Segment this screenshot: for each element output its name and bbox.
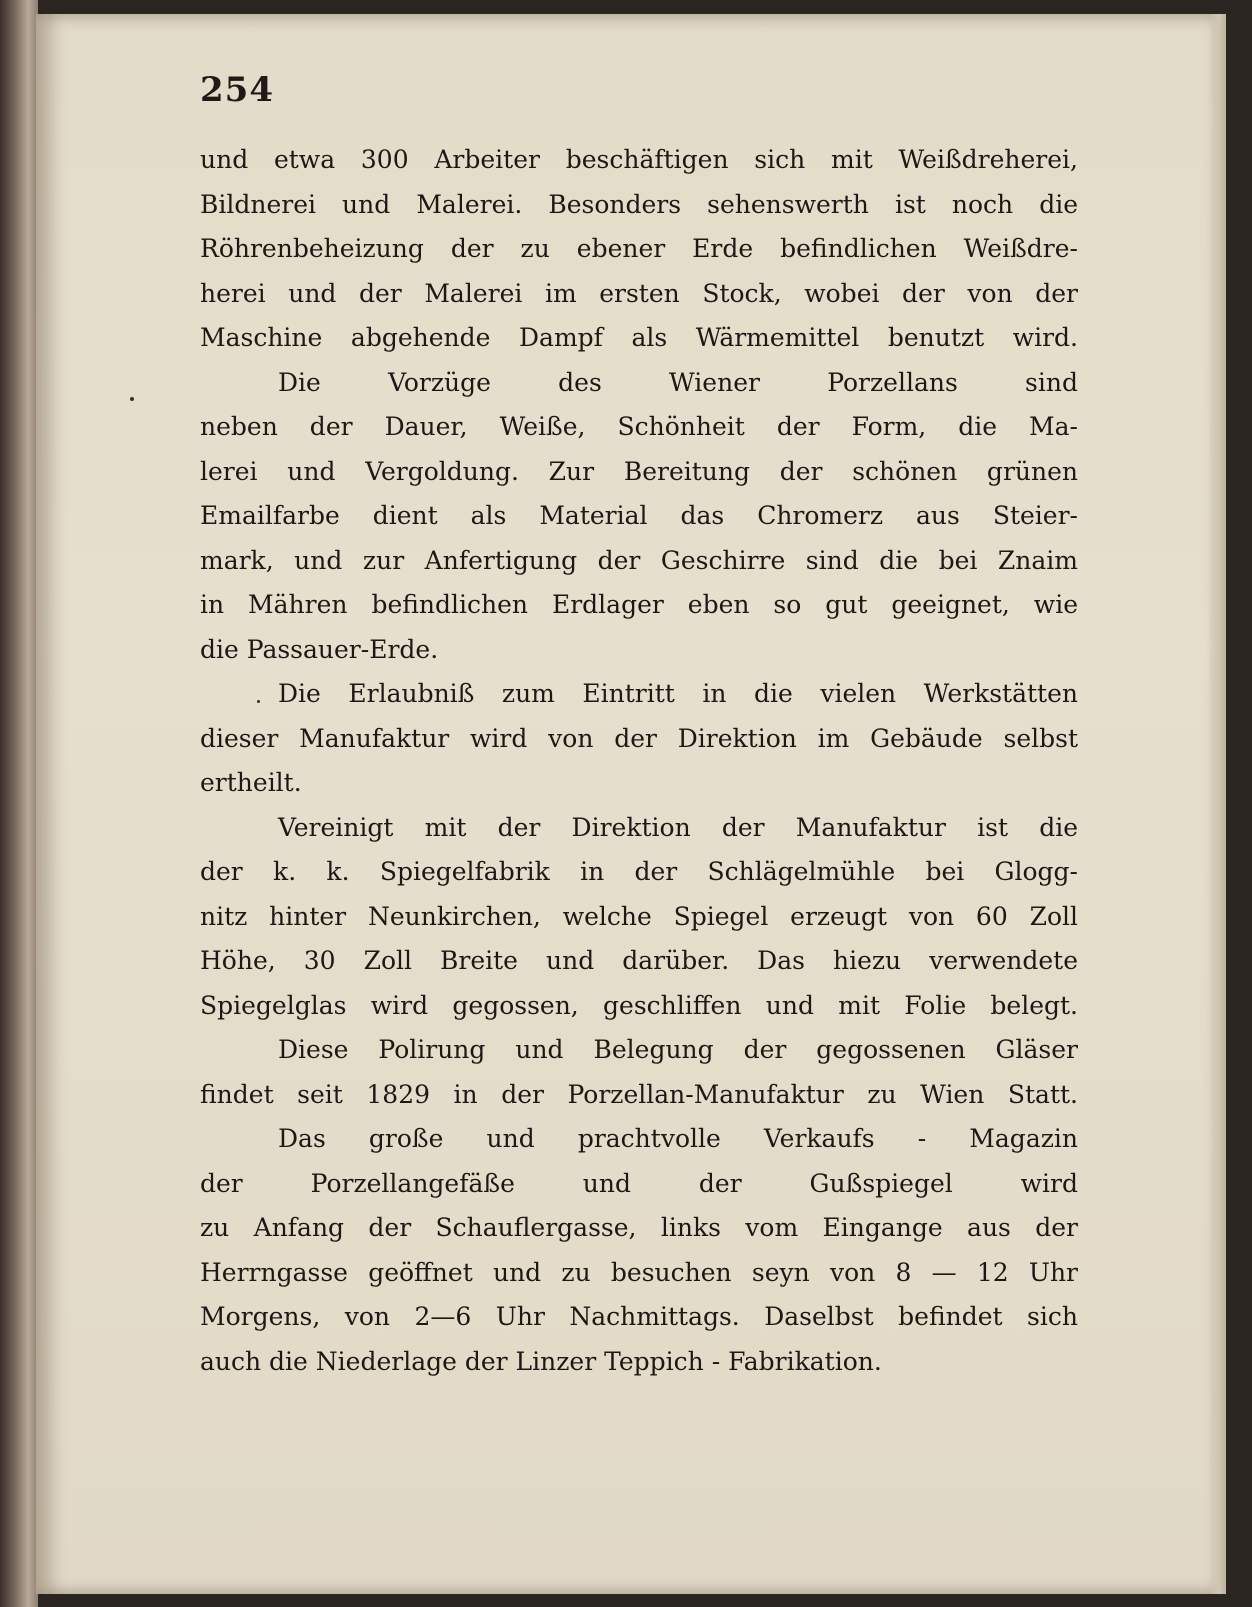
text-line: Maschine abgehende Dampf als Wärmemittel benutzt wird. [200,323,1078,352]
text-line: Diese Polirung und Belegung der gegossenen Gläser [278,1035,1078,1064]
text-line: die Passauer-Erde. [200,634,439,664]
page-right-edge [1208,14,1226,1594]
text-line: lerei und Vergoldung. Zur Bereitung der schönen grünen [200,456,1078,486]
text-line: in Mähren befindlichen Erdlager eben so gut geeignet, wie [200,590,1078,619]
body-text [200,138,1078,1384]
text-line: mark, und zur Anfertigung der Geschirre sind die bei Znaim [200,545,1078,575]
text-line: Die Vorzüge des Wiener Porzellans sind [278,367,1078,397]
text-line: neben der Dauer, Weiße, Schönheit der Form, die Ma- [200,412,1078,441]
text-line: Morgens, von 2—6 Uhr Nachmittags. Daselbst befindet sich [200,1302,1078,1331]
ink-speck [257,700,260,703]
text-line: Höhe, 30 Zoll Breite und darüber. Das hiezu verwendete [200,946,1078,975]
text-line: dieser Manufaktur wird von der Direktion im Gebäude selbst [200,723,1078,753]
text-line: der Porzellangefäße und der Gußspiegel wird [200,1168,1078,1198]
text-line: und etwa 300 Arbeiter beschäftigen sich mit Weißdreherei, [200,145,1078,174]
text-line: Die Erlaubniß zum Eintritt in die vielen Werkstätten [278,679,1078,708]
page-number: 254 [200,70,274,110]
text-line: Emailfarbe dient als Material das Chromerz aus Steier- [200,501,1078,530]
text-line: Herrngasse geöffnet und zu besuchen seyn von 8 — 12 Uhr [200,1257,1078,1287]
text-line: der k. k. Spiegelfabrik in der Schlägelmühle bei Glogg- [200,857,1078,886]
book-spine-edge [0,0,38,1607]
ink-speck [130,397,134,401]
text-line: ertheilt. [200,768,302,797]
text-line: Röhrenbeheizung der zu ebener Erde befindlichen Weißdre- [200,234,1078,263]
text-line: findet seit 1829 in der Porzellan-Manufaktur zu Wien Statt. [200,1079,1078,1109]
text-line: Das große und prachtvolle Verkaufs - Magazin [278,1124,1078,1153]
text-line: auch die Niederlage der Linzer Teppich - Fabrikation. [200,1346,882,1376]
text-line: zu Anfang der Schauflergasse, links vom Eingange aus der [200,1213,1078,1242]
text-line: herei und der Malerei im ersten Stock, wobei der von der [200,278,1078,308]
text-line: Bildnerei und Malerei. Besonders sehenswerth ist noch die [200,189,1078,219]
text-line: Spiegelglas wird gegossen, geschliffen und mit Folie belegt. [200,990,1078,1020]
text-line: nitz hinter Neunkirchen, welche Spiegel erzeugt von 60 Zoll [200,901,1078,931]
text-line: Vereinigt mit der Direktion der Manufaktur ist die [278,812,1078,842]
